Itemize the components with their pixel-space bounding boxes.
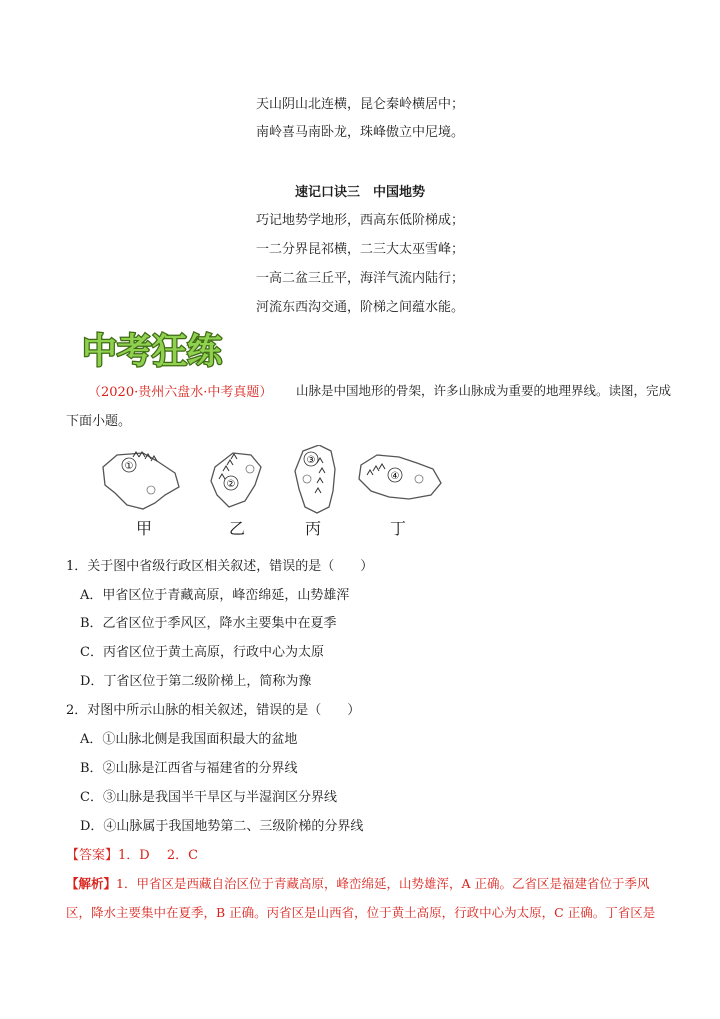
marker-3: ③ xyxy=(306,455,316,466)
marker-1: ① xyxy=(124,461,134,472)
banner-text: 中考狂练 xyxy=(82,332,223,370)
map-label-ding: 丁 xyxy=(390,519,407,538)
marker-2: ② xyxy=(226,479,236,490)
analysis-tag: 【解析】 xyxy=(66,876,117,891)
q2-option-b: B．②山脉是江西省与福建省的分界线 xyxy=(80,761,298,776)
map-label-yi: 乙 xyxy=(229,519,246,538)
map-label-bing: 丙 xyxy=(305,519,322,538)
q1-option-c: C．丙省区位于黄土高原，行政中心为太原 xyxy=(80,645,324,660)
poem1-line1: 天山阴山北连横，昆仑秦岭横居中； xyxy=(255,97,464,112)
question-intro-line2: 下面小题。 xyxy=(66,414,132,429)
q2-option-d: D．④山脉属于我国地势第二、三级阶梯的分界线 xyxy=(80,819,364,834)
marker-4: ④ xyxy=(390,471,400,482)
answer-text: 1．D 2．C xyxy=(118,848,199,863)
question-source: （2020·贵州六盘水·中考真题） xyxy=(88,385,273,400)
q2-option-a: A．①山脉北侧是我国面积最大的盆地 xyxy=(80,732,298,747)
analysis-line1 xyxy=(66,874,649,892)
map-label-jia: 甲 xyxy=(136,519,153,538)
answer-line xyxy=(66,844,198,863)
q2-stem: 2．对图中所示山脉的相关叙述，错误的是（ ） xyxy=(66,703,361,718)
poem2-line4: 河流东西沟交通，阶梯之间蕴水能。 xyxy=(255,300,464,315)
province-outline-jia xyxy=(103,453,179,509)
poem2-line2: 一二分界昆祁横，二三大太巫雪峰； xyxy=(255,242,464,257)
poem2-line3: 一高二盆三丘平，海洋气流内陆行； xyxy=(255,271,464,286)
q1-stem: 1．关于图中省级行政区相关叙述，错误的是（ ） xyxy=(66,559,374,574)
poem2-title: 速记口诀三 中国地势 xyxy=(294,185,425,200)
analysis-line2: 区，降水主要集中在夏季，B 正确。丙省区是山西省，位于黄土高原，行政中心为太原，C 正确。丁省区是 xyxy=(66,905,656,920)
analysis-text-1: 1．甲省区是西藏自治区位于青藏高原，峰峦绵延，山势雄浑，A 正确。乙省区是福建省位于季风 xyxy=(116,876,650,891)
exam-practice-banner xyxy=(80,330,240,370)
answer-tag: 【答案】 xyxy=(66,848,119,863)
question-intro-line1: 山脉是中国地形的骨架，许多山脉成为重要的地理界线。读图，完成 xyxy=(296,383,672,398)
poem2-line1: 巧记地势学地形，西高东低阶梯成； xyxy=(255,213,464,228)
q2-option-c: C．③山脉是我国半干旱区与半湿润区分界线 xyxy=(80,790,337,805)
q1-option-b: B．乙省区位于季风区，降水主要集中在夏季 xyxy=(80,616,337,631)
q1-option-a: A．甲省区位于青藏高原，峰峦绵延，山势雄浑 xyxy=(80,588,350,603)
poem1-line2: 南岭喜马南卧龙，珠峰傲立中尼境。 xyxy=(255,125,464,140)
q1-option-d: D．丁省区位于第二级阶梯上，简称为豫 xyxy=(80,674,312,689)
